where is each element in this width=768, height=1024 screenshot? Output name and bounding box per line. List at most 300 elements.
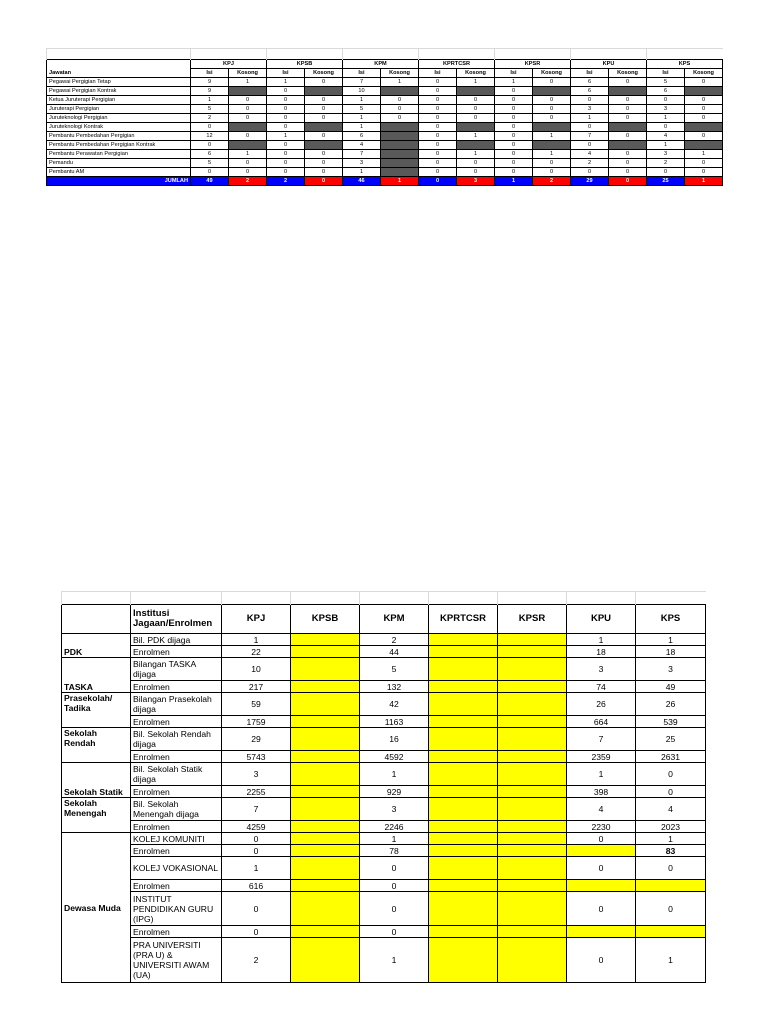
institution-cell [498, 786, 567, 798]
institution-cell: 1 [222, 634, 291, 646]
institution-cell: 29 [222, 728, 291, 751]
institution-row-label: Enrolmen [131, 786, 222, 798]
institution-cell: 2255 [222, 786, 291, 798]
staff-cell: 0 [609, 168, 647, 177]
institution-cell [291, 857, 360, 880]
total-cell: 2 [267, 177, 305, 186]
staff-cell: 1 [343, 114, 381, 123]
institution-cell: 83 [636, 845, 706, 857]
institution-row-label: Enrolmen [131, 821, 222, 833]
institution-cell: 132 [360, 681, 429, 693]
subheader-isi: Isi [419, 69, 457, 78]
institution-row [62, 857, 706, 880]
staff-cell: 0 [685, 78, 723, 87]
staff-cell: 0 [267, 141, 305, 150]
staff-cell: 0 [647, 168, 685, 177]
staff-cell: 6 [571, 78, 609, 87]
institution-cell: 0 [360, 857, 429, 880]
institution-cell [429, 716, 498, 728]
staff-cell: 1 [343, 96, 381, 105]
staff-cell: 1 [343, 123, 381, 132]
institution-cell: 78 [360, 845, 429, 857]
institution-cell [498, 646, 567, 658]
category-sekolah-rendah: Sekolah Rendah [62, 728, 131, 763]
staff-cell [229, 141, 267, 150]
institution-cell: 616 [222, 880, 291, 892]
staff-cell: 2 [571, 159, 609, 168]
group-kpm: KPM [343, 60, 419, 69]
staff-cell [609, 87, 647, 96]
institution-table [61, 591, 706, 983]
institution-cell [498, 880, 567, 892]
institution-cell [498, 798, 567, 821]
institution-row [62, 926, 706, 938]
staff-cell: 3 [647, 150, 685, 159]
staff-cell: 1 [533, 132, 571, 141]
staff-row-label: Juruteknologi Kontrak [47, 123, 191, 132]
total-cell: 3 [457, 177, 495, 186]
staff-cell: 0 [609, 105, 647, 114]
institution-cell [498, 658, 567, 681]
institution-row-label: Enrolmen [131, 751, 222, 763]
institution-cell: 0 [636, 892, 706, 926]
institution-cell: 2230 [567, 821, 636, 833]
institution-cell [498, 728, 567, 751]
staff-cell: 0 [533, 105, 571, 114]
staff-cell: 0 [495, 141, 533, 150]
staff-cell [609, 141, 647, 150]
institution-cell: 2 [222, 938, 291, 983]
institution-row-label: Enrolmen [131, 646, 222, 658]
institution-cell: 10 [222, 658, 291, 681]
staff-cell: 0 [305, 150, 343, 159]
staff-cell: 2 [191, 114, 229, 123]
institution-cell: 0 [567, 833, 636, 845]
staff-row-label: Pembantu Pembedahan Pergigian [47, 132, 191, 141]
institution-row [62, 693, 706, 716]
institution-row [62, 833, 706, 845]
institution-cell: 18 [636, 646, 706, 658]
staff-row [47, 123, 723, 132]
staff-row-label: Pembantu Perawatan Pergigian [47, 150, 191, 159]
staff-cell: 0 [609, 150, 647, 159]
institution-cell [567, 845, 636, 857]
institution-cell: 0 [567, 938, 636, 983]
staff-row-label: Pegawai Pergigian Kontrak [47, 87, 191, 96]
institution-row-label: Enrolmen [131, 926, 222, 938]
institution-cell: 18 [567, 646, 636, 658]
staff-table-body [47, 78, 723, 177]
staff-cell: 0 [267, 168, 305, 177]
staff-row [47, 78, 723, 87]
institution-cell [567, 880, 636, 892]
institution-cell [429, 798, 498, 821]
institution-cell [429, 786, 498, 798]
institution-cell: 0 [567, 892, 636, 926]
staff-cell: 6 [647, 87, 685, 96]
staff-cell: 0 [495, 105, 533, 114]
institution-row [62, 634, 706, 646]
staff-cell: 0 [533, 168, 571, 177]
institution-row [62, 786, 706, 798]
staff-cell: 0 [381, 96, 419, 105]
institution-cell [498, 938, 567, 983]
institution-cell: 26 [567, 693, 636, 716]
institution-row-label: Bil. Sekolah Statik dijaga [131, 763, 222, 786]
institution-cell [567, 926, 636, 938]
staff-cell: 0 [419, 159, 457, 168]
institution-cell: 4592 [360, 751, 429, 763]
staff-cell: 3 [647, 105, 685, 114]
staff-cell: 0 [305, 168, 343, 177]
staff-cell: 0 [609, 78, 647, 87]
staff-cell: 0 [419, 150, 457, 159]
total-label: JUMLAH [47, 177, 191, 186]
staff-cell: 0 [305, 132, 343, 141]
category-dewasa-muda: Dewasa Muda [62, 833, 131, 983]
institution-cell [291, 658, 360, 681]
subheader-isi: Isi [191, 69, 229, 78]
staff-cell: 0 [267, 114, 305, 123]
institution-cell [498, 833, 567, 845]
staff-cell: 0 [457, 114, 495, 123]
staff-cell: 0 [533, 114, 571, 123]
col-kpu: KPU [567, 605, 636, 634]
staff-row [47, 87, 723, 96]
staff-cell [381, 150, 419, 159]
staff-cell: 0 [609, 96, 647, 105]
total-cell: 29 [571, 177, 609, 186]
institution-cell: 664 [567, 716, 636, 728]
institution-cell: 0 [636, 857, 706, 880]
institution-cell [498, 926, 567, 938]
subheader-isi: Isi [495, 69, 533, 78]
staff-cell: 0 [685, 159, 723, 168]
total-cell: 46 [343, 177, 381, 186]
institution-cell: 1 [636, 833, 706, 845]
subheader-kosong: Kosong [685, 69, 723, 78]
institution-cell: 1 [567, 763, 636, 786]
institution-cell [291, 786, 360, 798]
staff-cell: 0 [457, 96, 495, 105]
staff-cell: 0 [229, 96, 267, 105]
staff-cell: 1 [229, 78, 267, 87]
institution-cell [291, 681, 360, 693]
total-cell: 2 [229, 177, 267, 186]
subheader-kosong: Kosong [533, 69, 571, 78]
staff-cell: 0 [267, 105, 305, 114]
grid-spacer-row [47, 49, 723, 60]
institution-cell: 0 [222, 833, 291, 845]
total-cell: 1 [381, 177, 419, 186]
total-cell: 0 [609, 177, 647, 186]
staff-cell: 0 [571, 96, 609, 105]
institution-cell [291, 634, 360, 646]
institution-cell: 22 [222, 646, 291, 658]
subheader-isi: Isi [647, 69, 685, 78]
staff-cell: 3 [343, 159, 381, 168]
col-kpj: KPJ [222, 605, 291, 634]
institution-cell [291, 880, 360, 892]
staff-row-label: Pegawai Pergigian Tetap [47, 78, 191, 87]
institution-cell [429, 634, 498, 646]
staff-cell: 0 [419, 87, 457, 96]
institution-cell [429, 728, 498, 751]
institution-cell [291, 938, 360, 983]
institution-cell [291, 821, 360, 833]
institution-row [62, 751, 706, 763]
staff-cell: 5 [191, 105, 229, 114]
staff-cell: 0 [685, 168, 723, 177]
staff-cell: 0 [647, 96, 685, 105]
institution-cell: 74 [567, 681, 636, 693]
institution-cell: 1163 [360, 716, 429, 728]
institution-row [62, 728, 706, 751]
institution-cell [429, 658, 498, 681]
institution-cell: 26 [636, 693, 706, 716]
total-cell: 1 [685, 177, 723, 186]
staff-cell: 0 [495, 132, 533, 141]
staff-cell: 0 [267, 96, 305, 105]
institution-cell: 398 [567, 786, 636, 798]
staff-cell: 0 [305, 78, 343, 87]
staff-cell [685, 123, 723, 132]
staff-cell: 7 [343, 150, 381, 159]
staff-cell: 0 [685, 114, 723, 123]
institution-row [62, 798, 706, 821]
institution-row [62, 681, 706, 693]
institution-cell [429, 845, 498, 857]
staff-cell: 0 [495, 150, 533, 159]
grid-spacer-row [62, 592, 706, 605]
staff-cell [381, 159, 419, 168]
subheader-isi: Isi [343, 69, 381, 78]
category-pdk: PDK [62, 634, 131, 658]
group-kpu: KPU [571, 60, 647, 69]
staff-cell [229, 87, 267, 96]
institution-cell: 7 [567, 728, 636, 751]
institution-row-label: Bil. Sekolah Menengah dijaga [131, 798, 222, 821]
institution-cell: 1759 [222, 716, 291, 728]
subheader-kosong: Kosong [381, 69, 419, 78]
institution-cell: 1 [636, 634, 706, 646]
staff-cell: 1 [647, 141, 685, 150]
staff-cell [457, 87, 495, 96]
institution-cell: 5 [360, 658, 429, 681]
staff-cell: 0 [381, 114, 419, 123]
staff-cell: 0 [457, 105, 495, 114]
category-prasekolah: Prasekolah/ Tadika [62, 693, 131, 728]
staff-cell: 1 [457, 150, 495, 159]
institution-cell [498, 821, 567, 833]
staff-cell [533, 123, 571, 132]
institution-cell: 4 [567, 798, 636, 821]
institution-row-label: Bil. PDK dijaga [131, 634, 222, 646]
institution-cell [498, 763, 567, 786]
staff-cell: 6 [571, 87, 609, 96]
staff-cell [381, 168, 419, 177]
staff-cell [229, 123, 267, 132]
institution-cell [291, 798, 360, 821]
staff-cell: 0 [419, 105, 457, 114]
institution-cell: 2 [360, 634, 429, 646]
staff-cell: 0 [419, 141, 457, 150]
institution-cell [291, 763, 360, 786]
institution-cell [429, 821, 498, 833]
staff-cell: 9 [191, 78, 229, 87]
staff-cell [533, 87, 571, 96]
institution-cell: 0 [360, 926, 429, 938]
subheader-isi: Isi [267, 69, 305, 78]
staff-cell: 0 [229, 132, 267, 141]
staff-cell [685, 87, 723, 96]
institution-cell [636, 926, 706, 938]
subheader-kosong: Kosong [305, 69, 343, 78]
staff-row [47, 105, 723, 114]
institution-cell: 0 [636, 763, 706, 786]
group-kps: KPS [647, 60, 723, 69]
staff-cell: 0 [495, 87, 533, 96]
staff-cell: 0 [229, 114, 267, 123]
staff-row-label: Pembantu Pembedahan Pergigian Kontrak [47, 141, 191, 150]
staff-cell: 10 [343, 87, 381, 96]
institution-cell [291, 693, 360, 716]
staff-cell: 1 [229, 150, 267, 159]
institution-cell [498, 693, 567, 716]
staff-cell: 0 [267, 159, 305, 168]
total-cell: 1 [495, 177, 533, 186]
col-kpsr: KPSR [498, 605, 567, 634]
total-cell: 25 [647, 177, 685, 186]
col-kpsb: KPSB [291, 605, 360, 634]
institution-cell [498, 751, 567, 763]
institution-cell [429, 751, 498, 763]
staff-cell: 0 [267, 150, 305, 159]
institution-cell: 539 [636, 716, 706, 728]
institution-cell: 2246 [360, 821, 429, 833]
staff-cell: 0 [685, 105, 723, 114]
institution-cell [498, 681, 567, 693]
staff-cell: 0 [533, 78, 571, 87]
institution-cell: 1 [636, 938, 706, 983]
staff-cell: 0 [571, 168, 609, 177]
staff-cell [609, 123, 647, 132]
total-cell: 0 [419, 177, 457, 186]
institution-cell: 0 [222, 892, 291, 926]
institution-cell [291, 926, 360, 938]
institution-cell: 0 [360, 892, 429, 926]
staff-cell [381, 87, 419, 96]
institution-cell [291, 751, 360, 763]
institution-cell: 3 [567, 658, 636, 681]
institution-row [62, 658, 706, 681]
staff-cell: 0 [305, 105, 343, 114]
staff-row [47, 168, 723, 177]
institution-cell: 59 [222, 693, 291, 716]
staff-cell: 0 [419, 123, 457, 132]
institution-cell [429, 926, 498, 938]
institution-row [62, 763, 706, 786]
institution-row [62, 880, 706, 892]
institution-row-label: Bil. Sekolah Rendah dijaga [131, 728, 222, 751]
institution-cell: 25 [636, 728, 706, 751]
institution-row-label: INSTITUT PENDIDIKAN GURU (IPG) [131, 892, 222, 926]
staff-cell: 0 [191, 141, 229, 150]
staff-cell: 0 [267, 123, 305, 132]
institution-cell [291, 845, 360, 857]
staff-cell: 0 [419, 96, 457, 105]
institution-table-body [62, 634, 706, 983]
staff-cell: 1 [495, 78, 533, 87]
staff-cell: 5 [343, 105, 381, 114]
corner-cell [62, 605, 131, 634]
staff-cell: 5 [647, 78, 685, 87]
subheader-isi: Isi [571, 69, 609, 78]
group-kpj: KPJ [191, 60, 267, 69]
category-taska: TASKA [62, 658, 131, 693]
staff-cell: 1 [647, 114, 685, 123]
institution-cell [429, 681, 498, 693]
institution-row [62, 821, 706, 833]
staff-row [47, 132, 723, 141]
institution-cell: 5743 [222, 751, 291, 763]
institution-header-label: Institusi Jagaan/Enrolmen [131, 605, 222, 634]
staff-cell: 0 [305, 96, 343, 105]
staff-cell: 0 [647, 123, 685, 132]
col-kprtcsr: KPRTCSR [429, 605, 498, 634]
institution-row [62, 938, 706, 983]
staff-cell: 0 [267, 87, 305, 96]
institution-cell [291, 833, 360, 845]
institution-cell [291, 728, 360, 751]
staff-cell: 0 [191, 123, 229, 132]
institution-cell: 2023 [636, 821, 706, 833]
staff-cell: 0 [305, 114, 343, 123]
group-kpsr: KPSR [495, 60, 571, 69]
institution-cell [429, 880, 498, 892]
staff-row [47, 159, 723, 168]
staff-cell: 0 [229, 168, 267, 177]
institution-cell: 1 [360, 938, 429, 983]
institution-cell: 1 [360, 763, 429, 786]
institution-cell: 44 [360, 646, 429, 658]
staff-cell: 1 [267, 78, 305, 87]
staff-cell [305, 87, 343, 96]
staff-cell: 1 [685, 150, 723, 159]
staff-cell: 0 [419, 114, 457, 123]
institution-cell: 1 [222, 857, 291, 880]
staff-cell: 0 [533, 96, 571, 105]
institution-cell: 929 [360, 786, 429, 798]
institution-cell [429, 857, 498, 880]
staff-cell: 1 [571, 114, 609, 123]
staff-cell: 0 [495, 168, 533, 177]
staff-cell [381, 141, 419, 150]
staff-cell: 6 [343, 132, 381, 141]
institution-row-label: Bilangan Prasekolah dijaga [131, 693, 222, 716]
staff-row [47, 150, 723, 159]
staff-total-row [47, 177, 723, 186]
institution-row-label: Bilangan TASKA dijaga [131, 658, 222, 681]
staff-cell: 0 [229, 159, 267, 168]
institution-cell [429, 892, 498, 926]
staff-cell: 0 [495, 123, 533, 132]
staff-cell: 1 [457, 78, 495, 87]
staff-cell: 2 [647, 159, 685, 168]
staff-row [47, 141, 723, 150]
staff-cell: 0 [609, 114, 647, 123]
institution-header-row [62, 605, 706, 634]
